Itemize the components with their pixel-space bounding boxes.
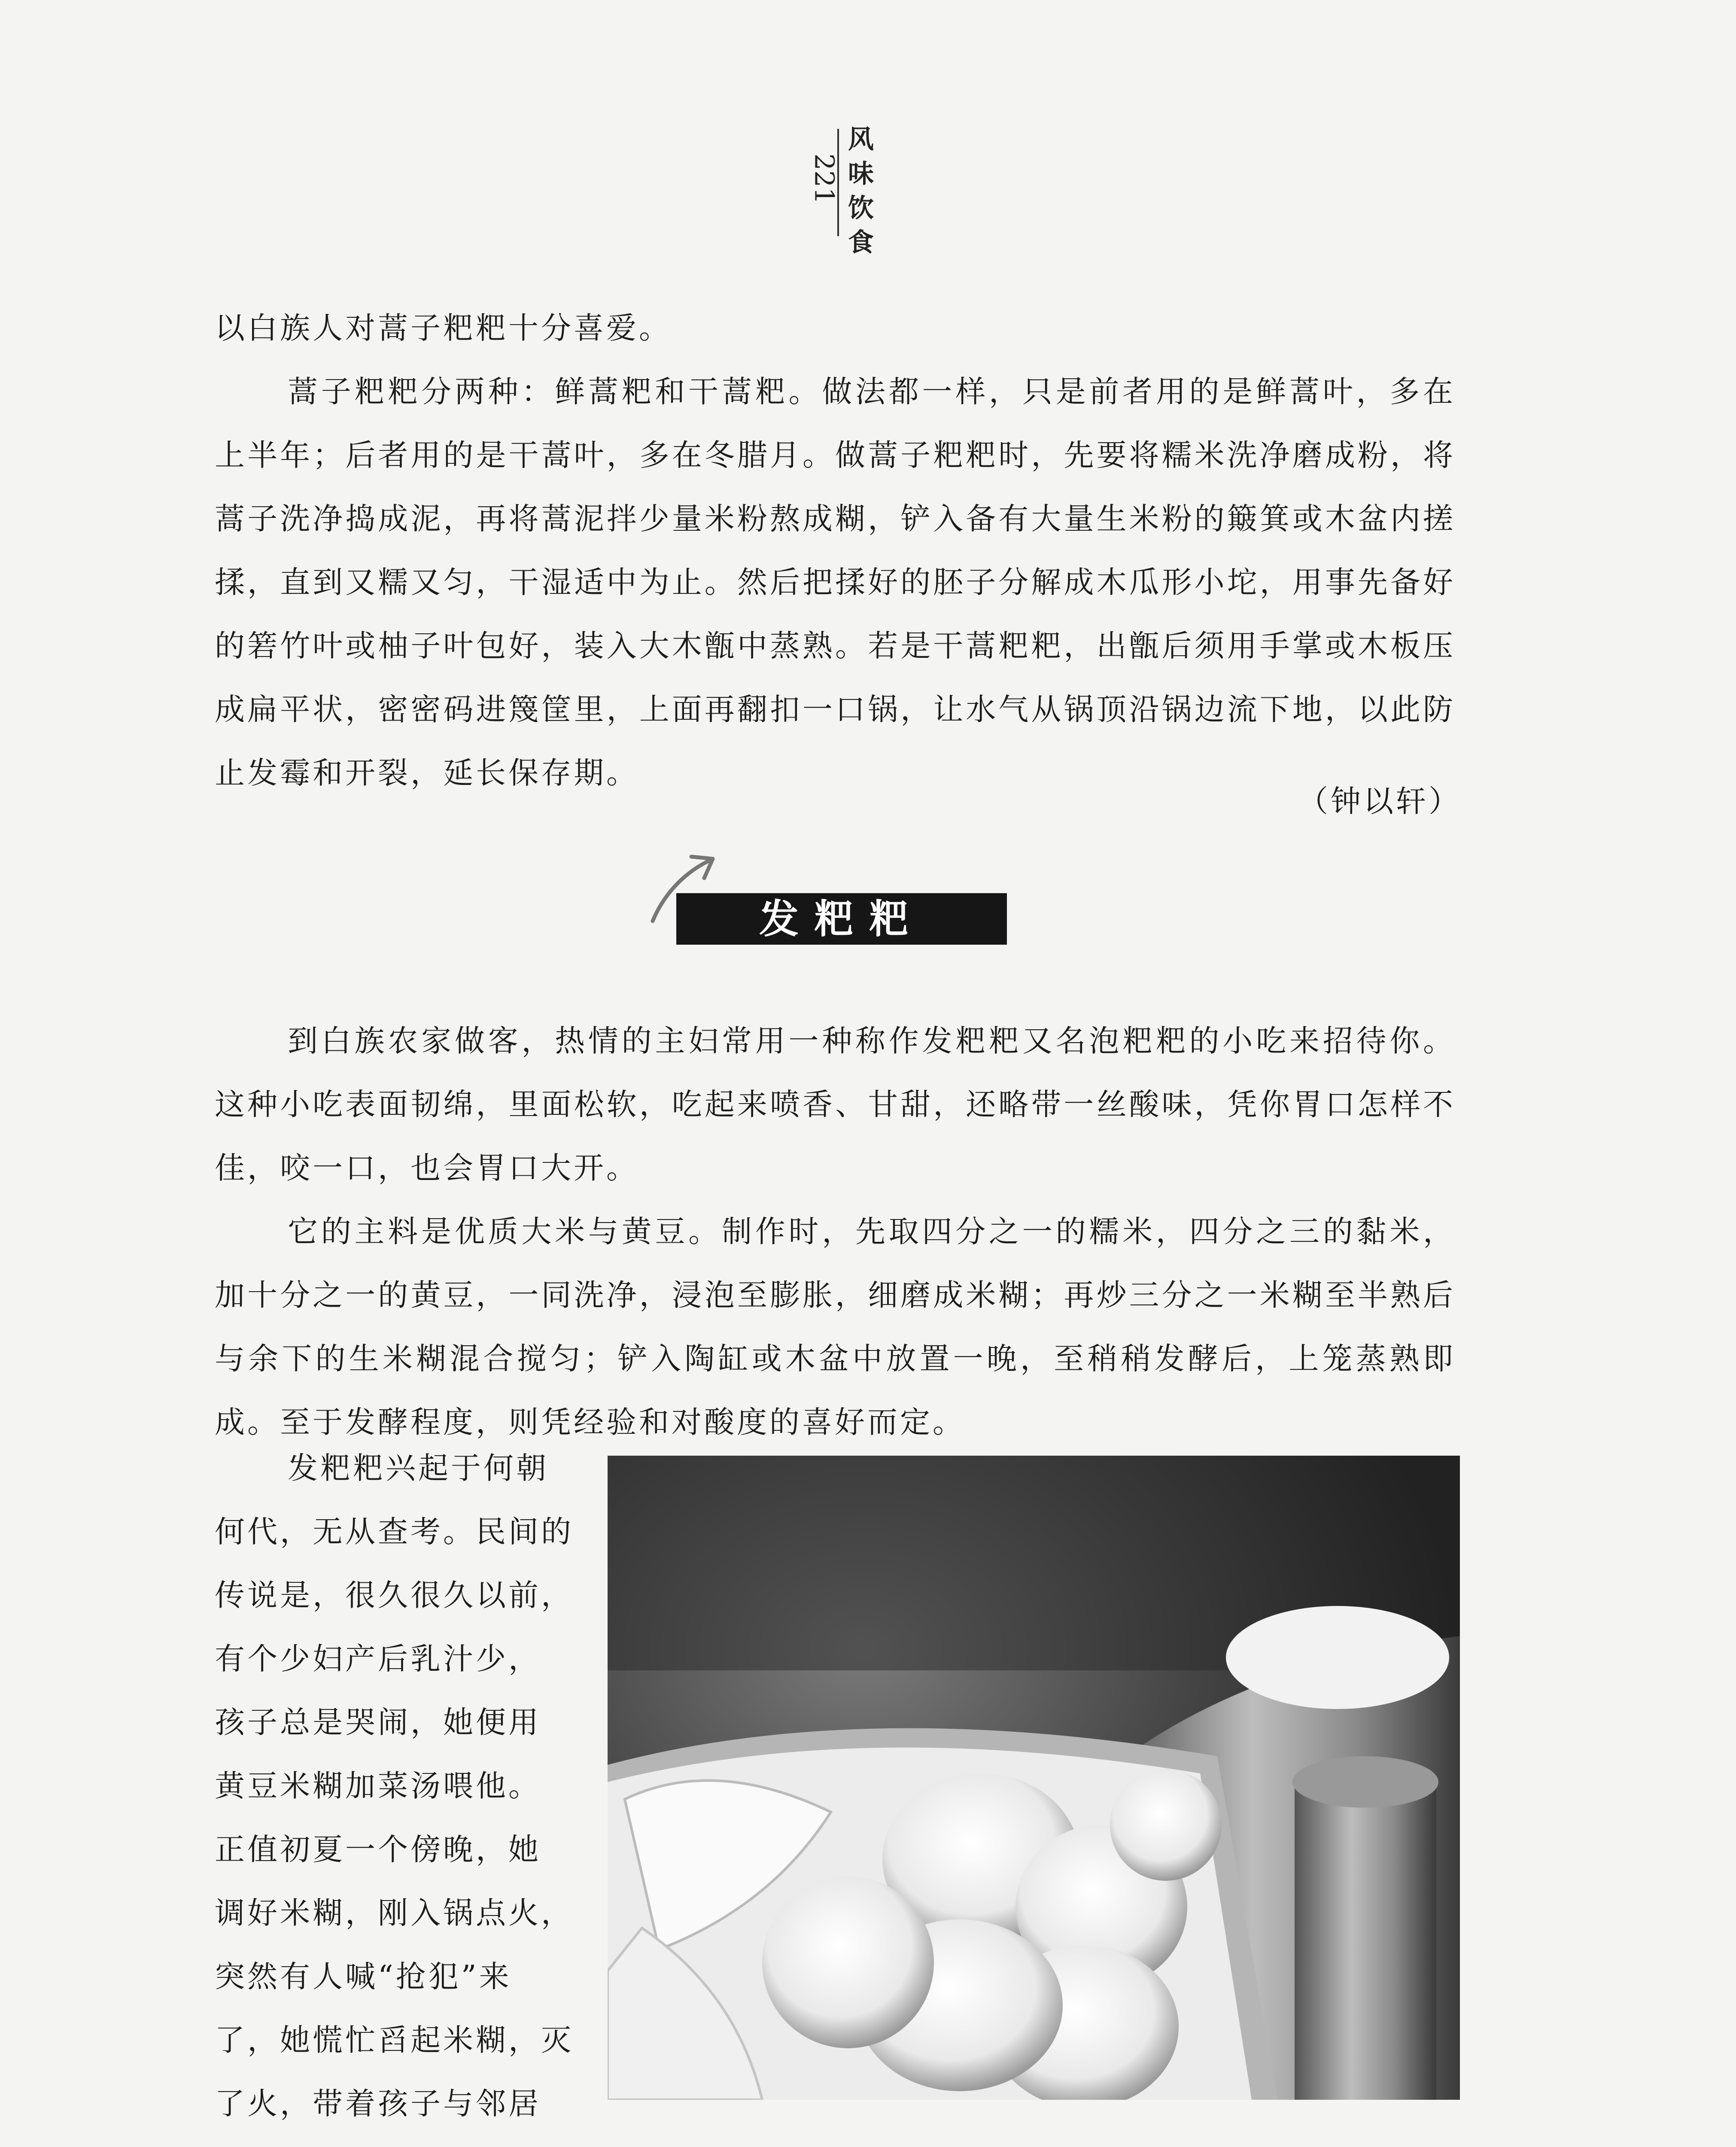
photo-illustration [608,1456,1460,2100]
header-char: 味 [848,159,874,189]
steamed-buns-photo [608,1456,1460,2100]
paragraph: 以白族人对蒿子粑粑十分喜爱。 [215,310,672,346]
text-line: 突然有人喊“抢犯”来 [215,1959,512,1994]
article1-body [215,296,1456,805]
text-line: 调好米糊，刚入锅点火， [215,1895,574,1931]
article2-body [215,1009,1456,1454]
text-line: 何代，无从查考。民间的 [215,1514,574,1549]
paragraph: 到白族农家做客，热情的主妇常用一种称作发粑粑又名泡粑粑的小吃来招待你。这种小吃表面韧绵，里面松软，吃起来喷香、甘甜，还略带一丝酸味，凭你胃口怎样不佳，咬一口，也会胃口大开。 [215,1023,1456,1186]
text-line: 了，她慌忙舀起米糊，灭 [215,2022,574,2058]
running-header-title [846,122,876,260]
author-credit: （钟以轩） [1298,784,1461,819]
header-char: 饮 [848,193,874,223]
text-line: 正值初夏一个傍晚，她 [215,1832,541,1867]
text-line: 传说是，很久很久以前， [215,1578,574,1613]
text-line: 有个少妇产后乳汁少， [215,1641,541,1676]
section-title: 发粑粑 [676,893,1007,945]
header-char: 食 [848,228,874,258]
text-line: 孩子总是哭闹，她便用 [215,1705,541,1740]
paragraph: 蒿子粑粑分两种：鲜蒿粑和干蒿粑。做法都一样，只是前者用的是鲜蒿叶，多在上半年；后者用的是干蒿叶，多在冬腊月。做蒿子粑粑时，先要将糯米洗净磨成粉，将蒿子洗净捣成泥，再将蒿泥拌少量米粉熬成糊，铲入备有大量生米粉的簸箕或木盆内搓揉，直到又糯又匀，干湿适中为止。然后把揉好的胚子分解成木瓜形小坨，用事先备好的箬竹叶或柚子叶包好，装入大木甑中蒸熟。若是干蒿粑粑，出甑后须用手掌或木板压成扁平状，密密码进篾筐里，上面再翻扣一口锅，让水气从锅顶沿锅边流下地，以此防止发霉和开裂，延长保存期。 [215,374,1456,791]
article2-side-column [215,1436,593,2135]
header-char: 风 [848,125,874,155]
paragraph: 它的主料是优质大米与黄豆。制作时，先取四分之一的糯米，四分之三的黏米，加十分之一的黄豆，一同洗净，浸泡至膨胀，细磨成米糊；再炒三分之一米糊至半熟后与余下的生米糊混合搅匀；铲入陶缸或木盆中放置一晚，至稍稍发酵后，上笼蒸熟即成。至于发酵程度，则凭经验和对酸度的喜好而定。 [215,1214,1456,1440]
page-number: 221 [809,153,840,204]
text-line: 黄豆米糊加菜汤喂他。 [215,1768,541,1803]
text-line: 了火，带着孩子与邻居 [215,2086,541,2121]
text-line: 发粑粑兴起于何朝 [288,1451,549,1486]
